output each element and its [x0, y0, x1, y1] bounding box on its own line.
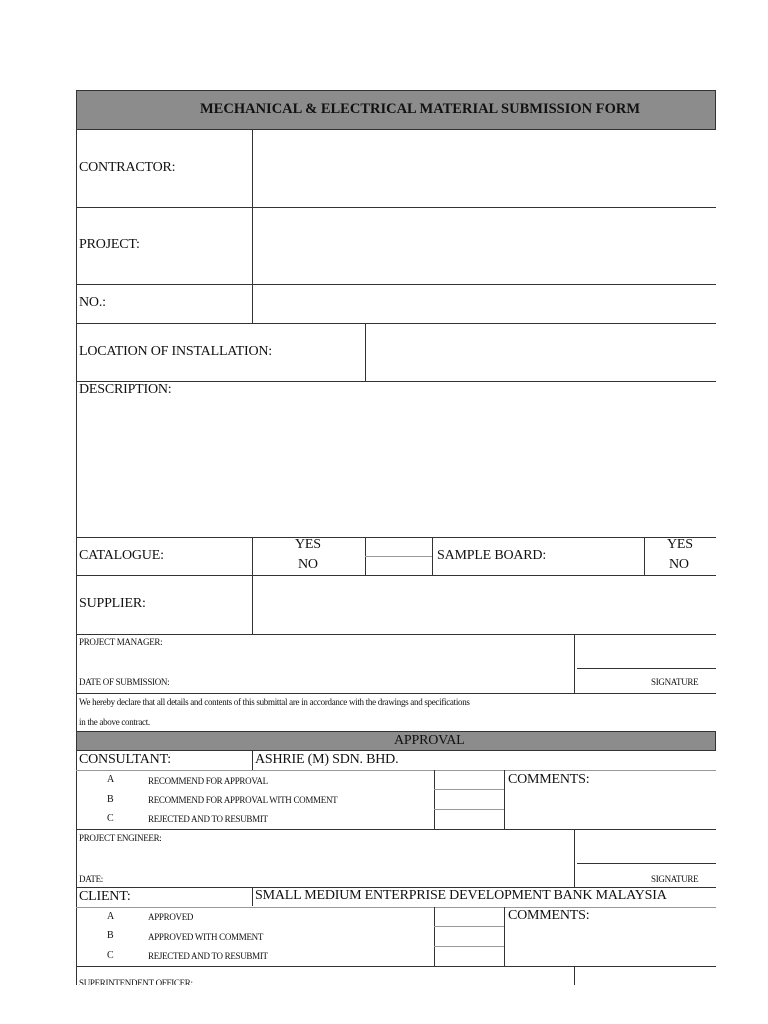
catalogue-label: CATALOGUE: [79, 548, 164, 563]
client-option-a-text: APPROVED [148, 912, 194, 922]
sample-board-no: NO [669, 557, 689, 572]
client-comments-label: COMMENTS: [508, 908, 590, 923]
approval-header: APPROVAL [394, 733, 465, 748]
declaration-line2: in the above contract. [79, 717, 150, 727]
date-of-submission-label: DATE OF SUBMISSION: [79, 677, 170, 687]
consultant-option-a-text: RECOMMEND FOR APPROVAL [148, 776, 268, 786]
description-field[interactable] [77, 402, 716, 537]
superintendent-officer-label: SUPERINTENDENT OFFICER: [79, 978, 193, 985]
date-label-pe: DATE: [79, 874, 103, 884]
consultant-name: ASHRIE (M) SDN. BHD. [255, 752, 399, 767]
location-field[interactable] [366, 324, 716, 381]
client-checkbox-b[interactable] [435, 927, 504, 946]
project-manager-label: PROJECT MANAGER: [79, 637, 163, 647]
catalogue-no: NO [298, 557, 318, 572]
declaration-line1: We hereby declare that all details and contents of this submittal are in accordance with the drawings and specifications [79, 697, 470, 707]
project-label: PROJECT: [79, 237, 140, 252]
client-option-a-key: A [107, 911, 115, 922]
form-title: MECHANICAL & ELECTRICAL MATERIAL SUBMISSION FORM [200, 101, 641, 117]
client-option-c-text: REJECTED AND TO RESUBMIT [148, 951, 268, 961]
consultant-comments-label: COMMENTS: [508, 772, 590, 787]
catalogue-yes-checkbox[interactable] [366, 538, 432, 555]
client-label: CLIENT: [79, 889, 131, 904]
consultant-label: CONSULTANT: [79, 752, 171, 767]
project-field[interactable] [253, 208, 716, 284]
sample-board-label: SAMPLE BOARD: [437, 548, 547, 563]
supplier-field[interactable] [253, 576, 716, 633]
signature-label-pe: SIGNATURE [651, 874, 699, 884]
project-engineer-label: PROJECT ENGINEER: [79, 833, 162, 843]
location-label: LOCATION OF INSTALLATION: [79, 344, 272, 359]
no-field[interactable] [253, 285, 716, 323]
client-option-b-text: APPROVED WITH COMMENT [148, 932, 264, 942]
consultant-option-a-key: A [107, 774, 115, 785]
client-option-b-key: B [107, 930, 114, 941]
consultant-checkbox-b[interactable] [435, 790, 504, 809]
signature-line-pe [577, 863, 716, 864]
description-label: DESCRIPTION: [79, 382, 172, 397]
consultant-option-b-key: B [107, 794, 114, 805]
supplier-label: SUPPLIER: [79, 596, 146, 611]
client-name: SMALL MEDIUM ENTERPRISE DEVELOPMENT BANK MALAYSIA [255, 888, 667, 903]
catalogue-no-checkbox[interactable] [366, 557, 432, 574]
contractor-field[interactable] [253, 130, 716, 207]
consultant-option-c-text: REJECTED AND TO RESUBMIT [148, 814, 268, 824]
consultant-option-c-key: C [107, 813, 114, 824]
sample-board-yes: YES [667, 537, 693, 552]
client-checkbox-a[interactable] [435, 908, 504, 926]
contractor-label: CONTRACTOR: [79, 160, 176, 175]
consultant-option-b-text: RECOMMEND FOR APPROVAL WITH COMMENT [148, 795, 338, 805]
client-option-c-key: C [107, 950, 114, 961]
consultant-checkbox-c[interactable] [435, 810, 504, 828]
catalogue-yes: YES [295, 537, 321, 552]
no-label: NO.: [79, 295, 106, 310]
signature-line-pm [577, 668, 716, 669]
consultant-checkbox-a[interactable] [435, 771, 504, 789]
submission-form [76, 90, 716, 985]
client-checkbox-c[interactable] [435, 947, 504, 965]
signature-label-pm: SIGNATURE [651, 677, 699, 687]
